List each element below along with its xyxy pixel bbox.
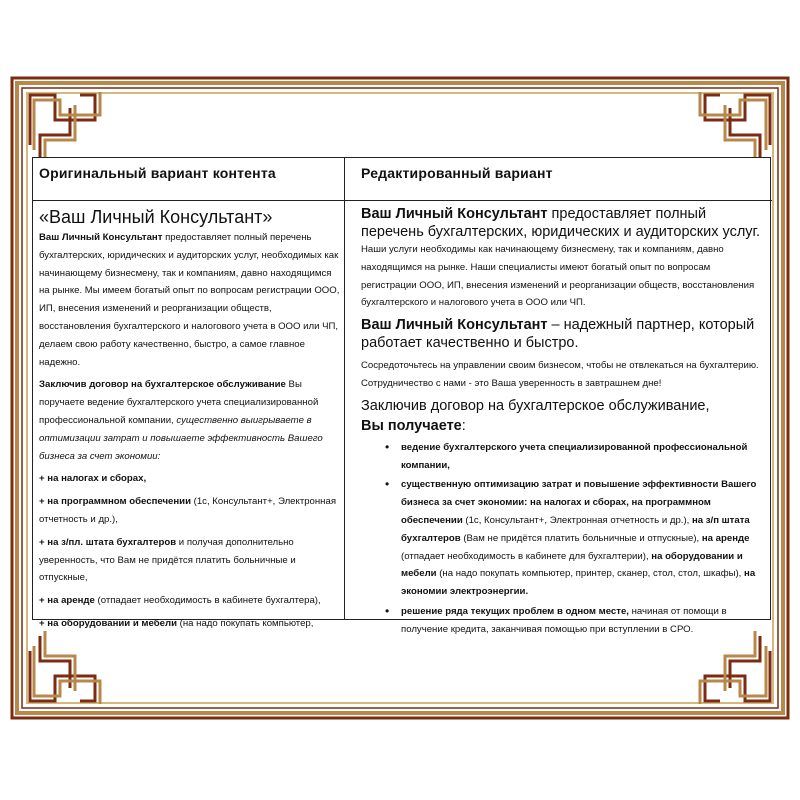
header-original: Оригинальный вариант контента [33, 158, 345, 201]
corner-ornament-top-right [705, 78, 788, 160]
corner-ornament-bottom-right [705, 636, 788, 718]
left-item-salaries: + на з/пл. штата бухгалтеров и получая дополнительно уверенность, что Вам не придётся платить больничные и отпускные, [39, 536, 296, 584]
right-paragraph-5: Вы получаете: [361, 418, 466, 435]
header-edited: Редактированный вариант [345, 158, 772, 201]
right-paragraph-4: Заключив договор на бухгалтерское обслуживание, [361, 397, 710, 414]
right-paragraph-1: Ваш Личный Консультант предоставляет полный перечень бухгалтерских, юридических и аудиторских услуг. [361, 206, 761, 240]
left-item-rent: + на аренде (отпадает необходимость в кабинете бухгалтера), [39, 595, 321, 607]
left-item-software: + на программном обеспечении (1с, Консультант+, Электронная отчетность и др.), [39, 496, 337, 525]
left-paragraph-1: Ваш Личный Консультант предоставляет полный перечень бухгалтерских, юридических и аудиторских услуг, необходимых как начинающему бизнесмену, так и компаниям, давно находящимся на рынке. Мы имеем богатый опыт по вопросам регистрации ООО, ИП, внесения изменений и реорганизации обществ, восстановления бухгалтерского и налогового учета в ООО или ЧП, делаем свою работу качественно, быстро, а самое главное надежно. [39, 232, 340, 368]
list-item: • существенную оптимизацию затрат и повышение эффективности Вашего бизнеса за счет экономии: на налогах и сборах, на программном обеспечении (1с, Консультант+, Электронная отчетность и др.), на з/п штата бухгалтеров (Вам не придётся платить больничные и отпускные), на аренде (отпадает необходимость в кабинете для бухгалтерии), на оборудовании и мебели (на надо покупать компьютер, принтер, сканер, стол, стол, шкафы), на экономии электроэнергии. [401, 476, 768, 601]
left-title: «Ваш Личный Консультант» [39, 207, 273, 227]
right-paragraph-3: Сосредоточьтесь на управлении своим бизнесом, чтобы не отвлекаться на бухгалтерию. Сотрудничество с нами - это Ваша уверенность в завтрашнем дне! [361, 360, 759, 389]
corner-ornament-top-left [12, 78, 95, 160]
column-edited [345, 201, 772, 635]
list-item: • решение ряда текущих проблем в одном месте, начиная от помощи в получение кредита, заканчивая помощью при вступлении в СРО. [401, 603, 768, 639]
left-item-taxes: + на налогах и сборах, [39, 473, 147, 485]
right-paragraph-2: Ваш Личный Консультант – надежный партнер, который работает качественно и быстро. [361, 317, 755, 351]
column-original [33, 201, 345, 629]
corner-ornament-bottom-left [12, 636, 95, 718]
list-item: • ведение бухгалтерского учета специализированной профессиональной компании, [401, 439, 768, 475]
right-paragraph-1-detail: Наши услуги необходимы как начинающему бизнесмену, так и компаниям, давно находящимся на рынке. Наши специалисты имеют богатый опыт по вопросам регистрации ООО, ИП, внесения изменений и реорганизации обществ, восстановления бухгалтерского и налогового учета в ООО или ЧП. [361, 244, 755, 309]
left-item-equipment: + на оборудовании и мебели (на надо покупать компьютер, [39, 617, 314, 629]
comparison-table [32, 157, 771, 635]
left-paragraph-2: Заключив договор на бухгалтерское обслуживание Вы поручаете ведение бухгалтерского учета специализированной профессиональной компании, существенно выигрываете в оптимизации затрат и повышаете эффективность Вашего бизнеса за счет экономии: [39, 379, 323, 462]
benefits-list [361, 439, 768, 639]
